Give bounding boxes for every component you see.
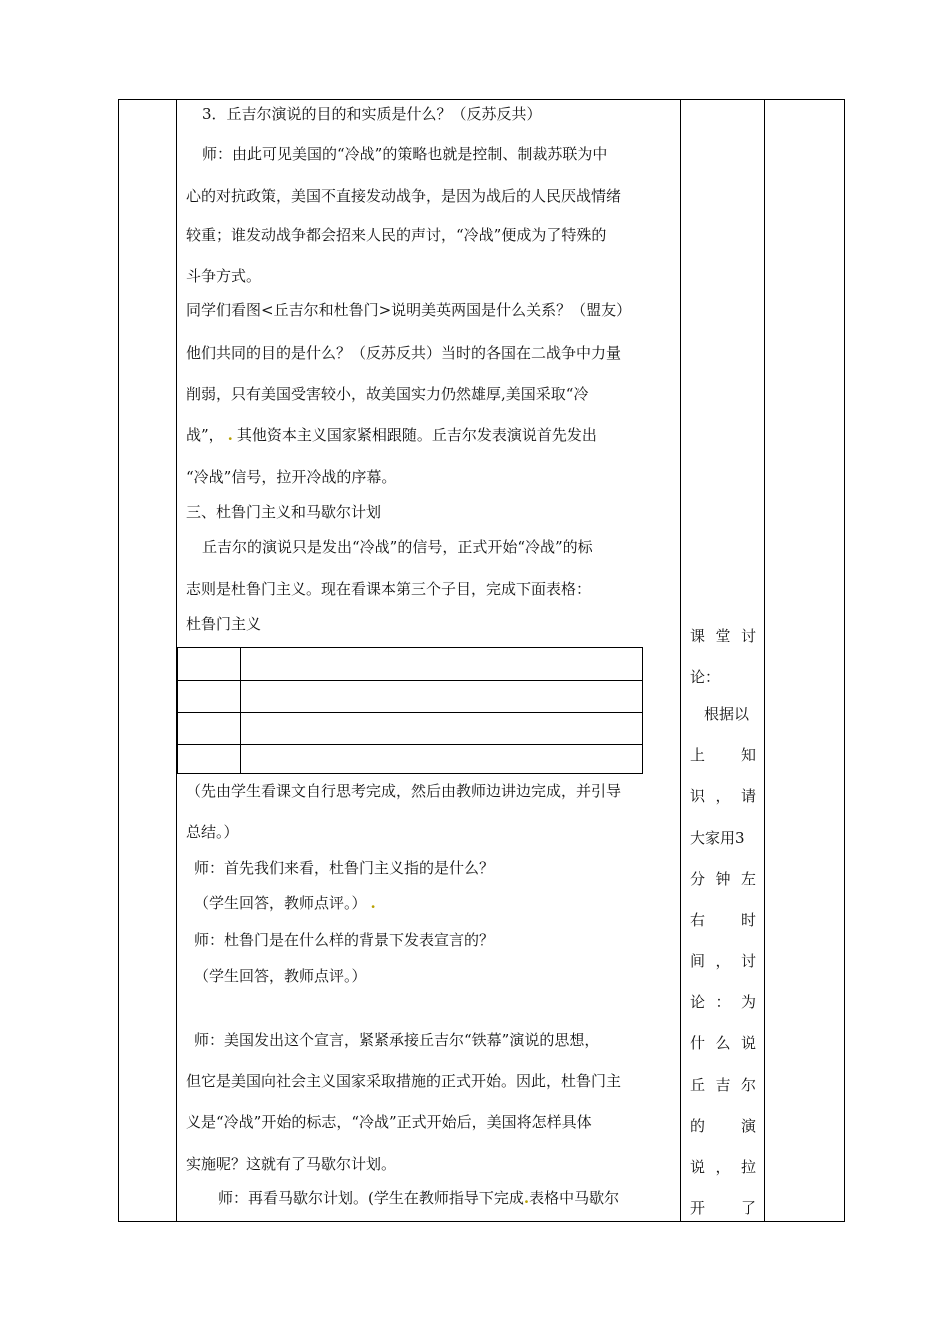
column-divider-2: [680, 99, 681, 1222]
text-line: 较重；谁发动战争都会招来人民的声讨，“冷战”便成为了特殊的: [186, 226, 607, 244]
side-line: 右 时: [690, 911, 756, 929]
text-line: 同学们看图<丘吉尔和杜鲁门>说明美英两国是什么关系？（盟友）: [186, 301, 632, 319]
side-line: 的 演: [690, 1117, 756, 1135]
text-line: 丘吉尔的演说只是发出“冷战”的信号，正式开始“冷战”的标: [202, 538, 593, 556]
stray-dot: .: [523, 1189, 530, 1207]
side-line: 论 ： 为: [690, 993, 756, 1011]
question-line: 3．丘吉尔演说的目的和实质是什么？（反苏反共）: [202, 105, 542, 123]
text-line: 心的对抗政策，美国不直接发动战争，是因为战后的人民厌战情绪: [186, 187, 622, 205]
text-line: 战”， . 其他资本主义国家紧相跟随。丘吉尔发表演说首先发出: [186, 426, 597, 444]
side-line: 上 知: [690, 746, 756, 764]
text-line: （学生回答，教师点评。）: [194, 967, 367, 985]
table-row-divider: [178, 744, 642, 745]
text-line: 他们共同的目的是什么？（反苏反共）当时的各国在二战争中力量: [186, 344, 622, 362]
truman-doctrine-table: [177, 647, 643, 774]
text-line: 师：美国发出这个宣言，紧紧承接丘吉尔“铁幕”演说的思想，: [194, 1031, 600, 1049]
text-line: 师：由此可见美国的“冷战”的策略也就是控制、制裁苏联为中: [202, 145, 608, 163]
side-line: 什 么 说: [690, 1034, 756, 1052]
text-line: 但它是美国向社会主义国家采取措施的正式开始。因此，杜鲁门主: [186, 1072, 622, 1090]
text-line: 义是“冷战”开始的标志，“冷战”正式开始后，美国将怎样具体: [186, 1113, 592, 1131]
side-line: 开 了: [690, 1199, 756, 1217]
text-line: 志则是杜鲁门主义。现在看课本第三个子目，完成下面表格：: [186, 580, 592, 598]
text-line: 师：再看马歇尔计划。(学生在教师指导下完成.表格中马歇尔: [218, 1189, 620, 1207]
text-line: “冷战”信号，拉开冷战的序幕。: [186, 468, 397, 486]
stray-dot: .: [370, 894, 376, 912]
text-line: 实施呢？这就有了马歇尔计划。: [186, 1155, 397, 1173]
side-line: 根据以: [704, 705, 750, 723]
text-line: 总结。）: [186, 823, 239, 841]
side-line: 识 ， 请: [690, 787, 756, 805]
side-line: 大家用3: [690, 829, 745, 847]
text-line: （学生回答，教师点评。） .: [194, 894, 376, 912]
side-line: 分 钟 左: [690, 870, 756, 888]
table-column-divider: [240, 648, 241, 773]
text-line: 师：首先我们来看，杜鲁门主义指的是什么？: [194, 859, 495, 877]
side-line: 说 ， 拉: [690, 1158, 756, 1176]
side-line: 课 堂 讨: [690, 627, 756, 645]
side-line: 论：: [690, 668, 721, 686]
text-line: （先由学生看课文自行思考完成，然后由教师边讲边完成，并引导: [186, 782, 622, 800]
side-line: 间 ， 讨: [690, 952, 756, 970]
side-line: 丘 吉 尔: [690, 1076, 756, 1094]
text-line: 削弱，只有美国受害较小，故美国实力仍然雄厚,美国采取“冷: [186, 385, 589, 403]
text-line: 师：杜鲁门是在什么样的背景下发表宣言的？: [194, 931, 495, 949]
table-caption: 杜鲁门主义: [186, 615, 262, 633]
stray-dot: .: [227, 426, 233, 444]
table-row-divider: [178, 680, 642, 681]
section-heading: 三、杜鲁门主义和马歇尔计划: [186, 503, 382, 521]
table-row-divider: [178, 712, 642, 713]
text-line: 斗争方式。: [186, 267, 262, 285]
column-divider-3: [764, 99, 765, 1222]
